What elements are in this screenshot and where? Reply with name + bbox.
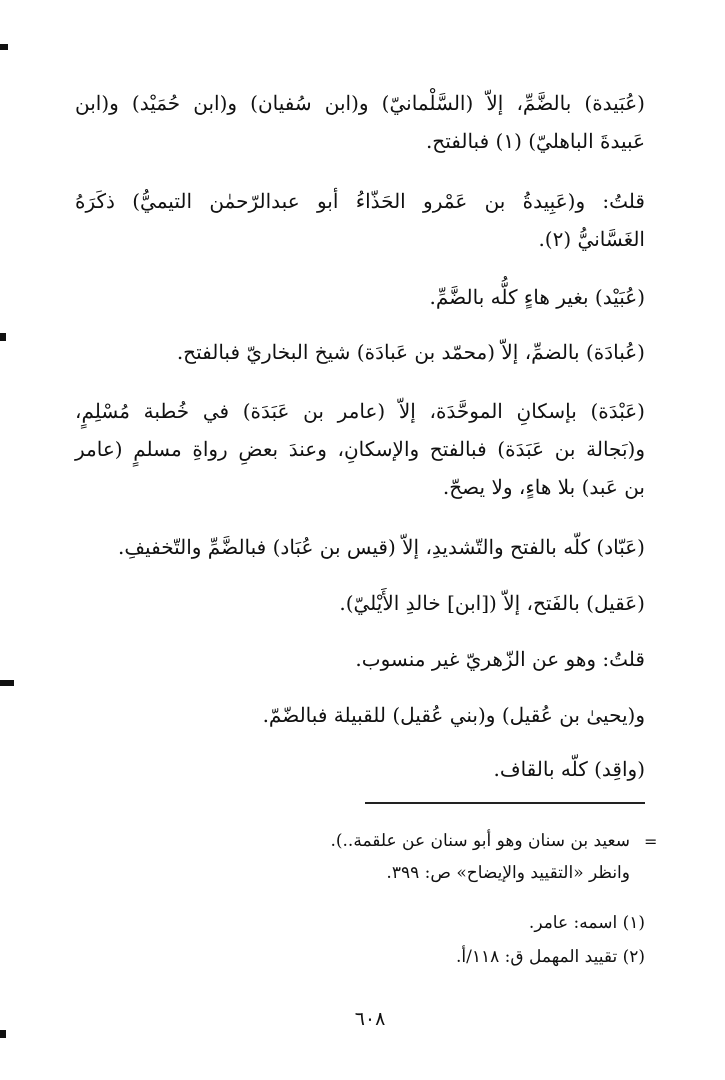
margin-mark [0, 680, 14, 686]
footnote-continued-line: سعيد بن سنان وهو أبو سنان عن علقمة..). [330, 831, 630, 851]
footnote-rule [365, 802, 645, 804]
text-line: و(بَجالة بن عَبَدَة) فبالفتح والإسكانِ، وعندَ بعضِ رواةِ مسلمٍ (عامر [75, 437, 645, 461]
paragraph-waqid [75, 750, 645, 788]
footnote-1: (١) اسمه: عامر. [528, 913, 645, 933]
text-line: (عَقيل) بالفَتح، إلاّ ([ابن] خالدِ الأَيْليّ). [339, 591, 645, 615]
text-line: قلتُ: و(عَبِيدةُ بن عَمْرو الحَذّاءُ أبو عبدالرّحمٰن التيميُّ) ذكَرَهُ [75, 189, 645, 213]
text-line: (عَبّاد) كلّه بالفتح والتّشديدِ، إلاّ (قيس بن عُبَاد) فبالضَّمِّ والتّخفيفِ. [117, 535, 645, 559]
text-line: (عُبَيدة) بالضَّمِّ، إلاّ (السَّلْمانيّ) و(ابن سُفيان) و(ابن حُمَيْد) و(ابن [75, 91, 645, 115]
margin-mark [0, 44, 8, 50]
paragraph-abda [75, 392, 645, 506]
margin-mark [0, 333, 6, 341]
text-line: و(يحيىٰ بن عُقيل) و(بني عُقيل) للقبيلة فبالضّمّ. [262, 703, 645, 727]
footnote-2: (٢) تقييد المهمل ق: ١١٨/أ. [456, 947, 645, 967]
text-line: الغَسَّانيُّ (٢). [538, 227, 645, 251]
text-line: (واقِد) كلّه بالقاف. [493, 757, 645, 781]
paragraph-ubayda [75, 84, 645, 160]
paragraph-qultu-zuhri [75, 640, 645, 678]
text-line: قلتُ: وهو عن الزّهريّ غير منسوب. [355, 647, 645, 671]
footnote-continued-line: وانظر «التقييد والإيضاح» ص: ٣٩٩. [386, 863, 630, 883]
paragraph-aqil [75, 584, 645, 622]
paragraph-abbad [75, 528, 645, 566]
text-line: (عَبْدَة) بإسكانِ الموحَّدَة، إلاّ (عامر بن عَبَدَة) في خُطبة مُسْلِمٍ، [75, 399, 645, 423]
paragraph-ubayd [75, 278, 645, 316]
margin-mark [0, 1030, 6, 1038]
text-line: (عُبَيْد) بغير هاءٍ كلُّه بالضَّمِّ. [429, 285, 645, 309]
text-line: بن عَبد) بلا هاءٍ، ولا يصحّ. [442, 475, 645, 499]
page-number: ٦٠٨ [354, 1008, 386, 1030]
footnote-continuation-mark: = [644, 832, 658, 851]
paragraph-ubada [75, 333, 645, 371]
text-line: عَبيدةَ الباهليّ) (١) فبالفتح. [425, 129, 645, 153]
paragraph-yahya [75, 696, 645, 734]
text-line: (عُبادَة) بالضمِّ، إلاّ (محمّد بن عَبادَة) شيخ البخاريّ فبالفتح. [176, 340, 645, 364]
paragraph-qultu-abida [75, 182, 645, 258]
